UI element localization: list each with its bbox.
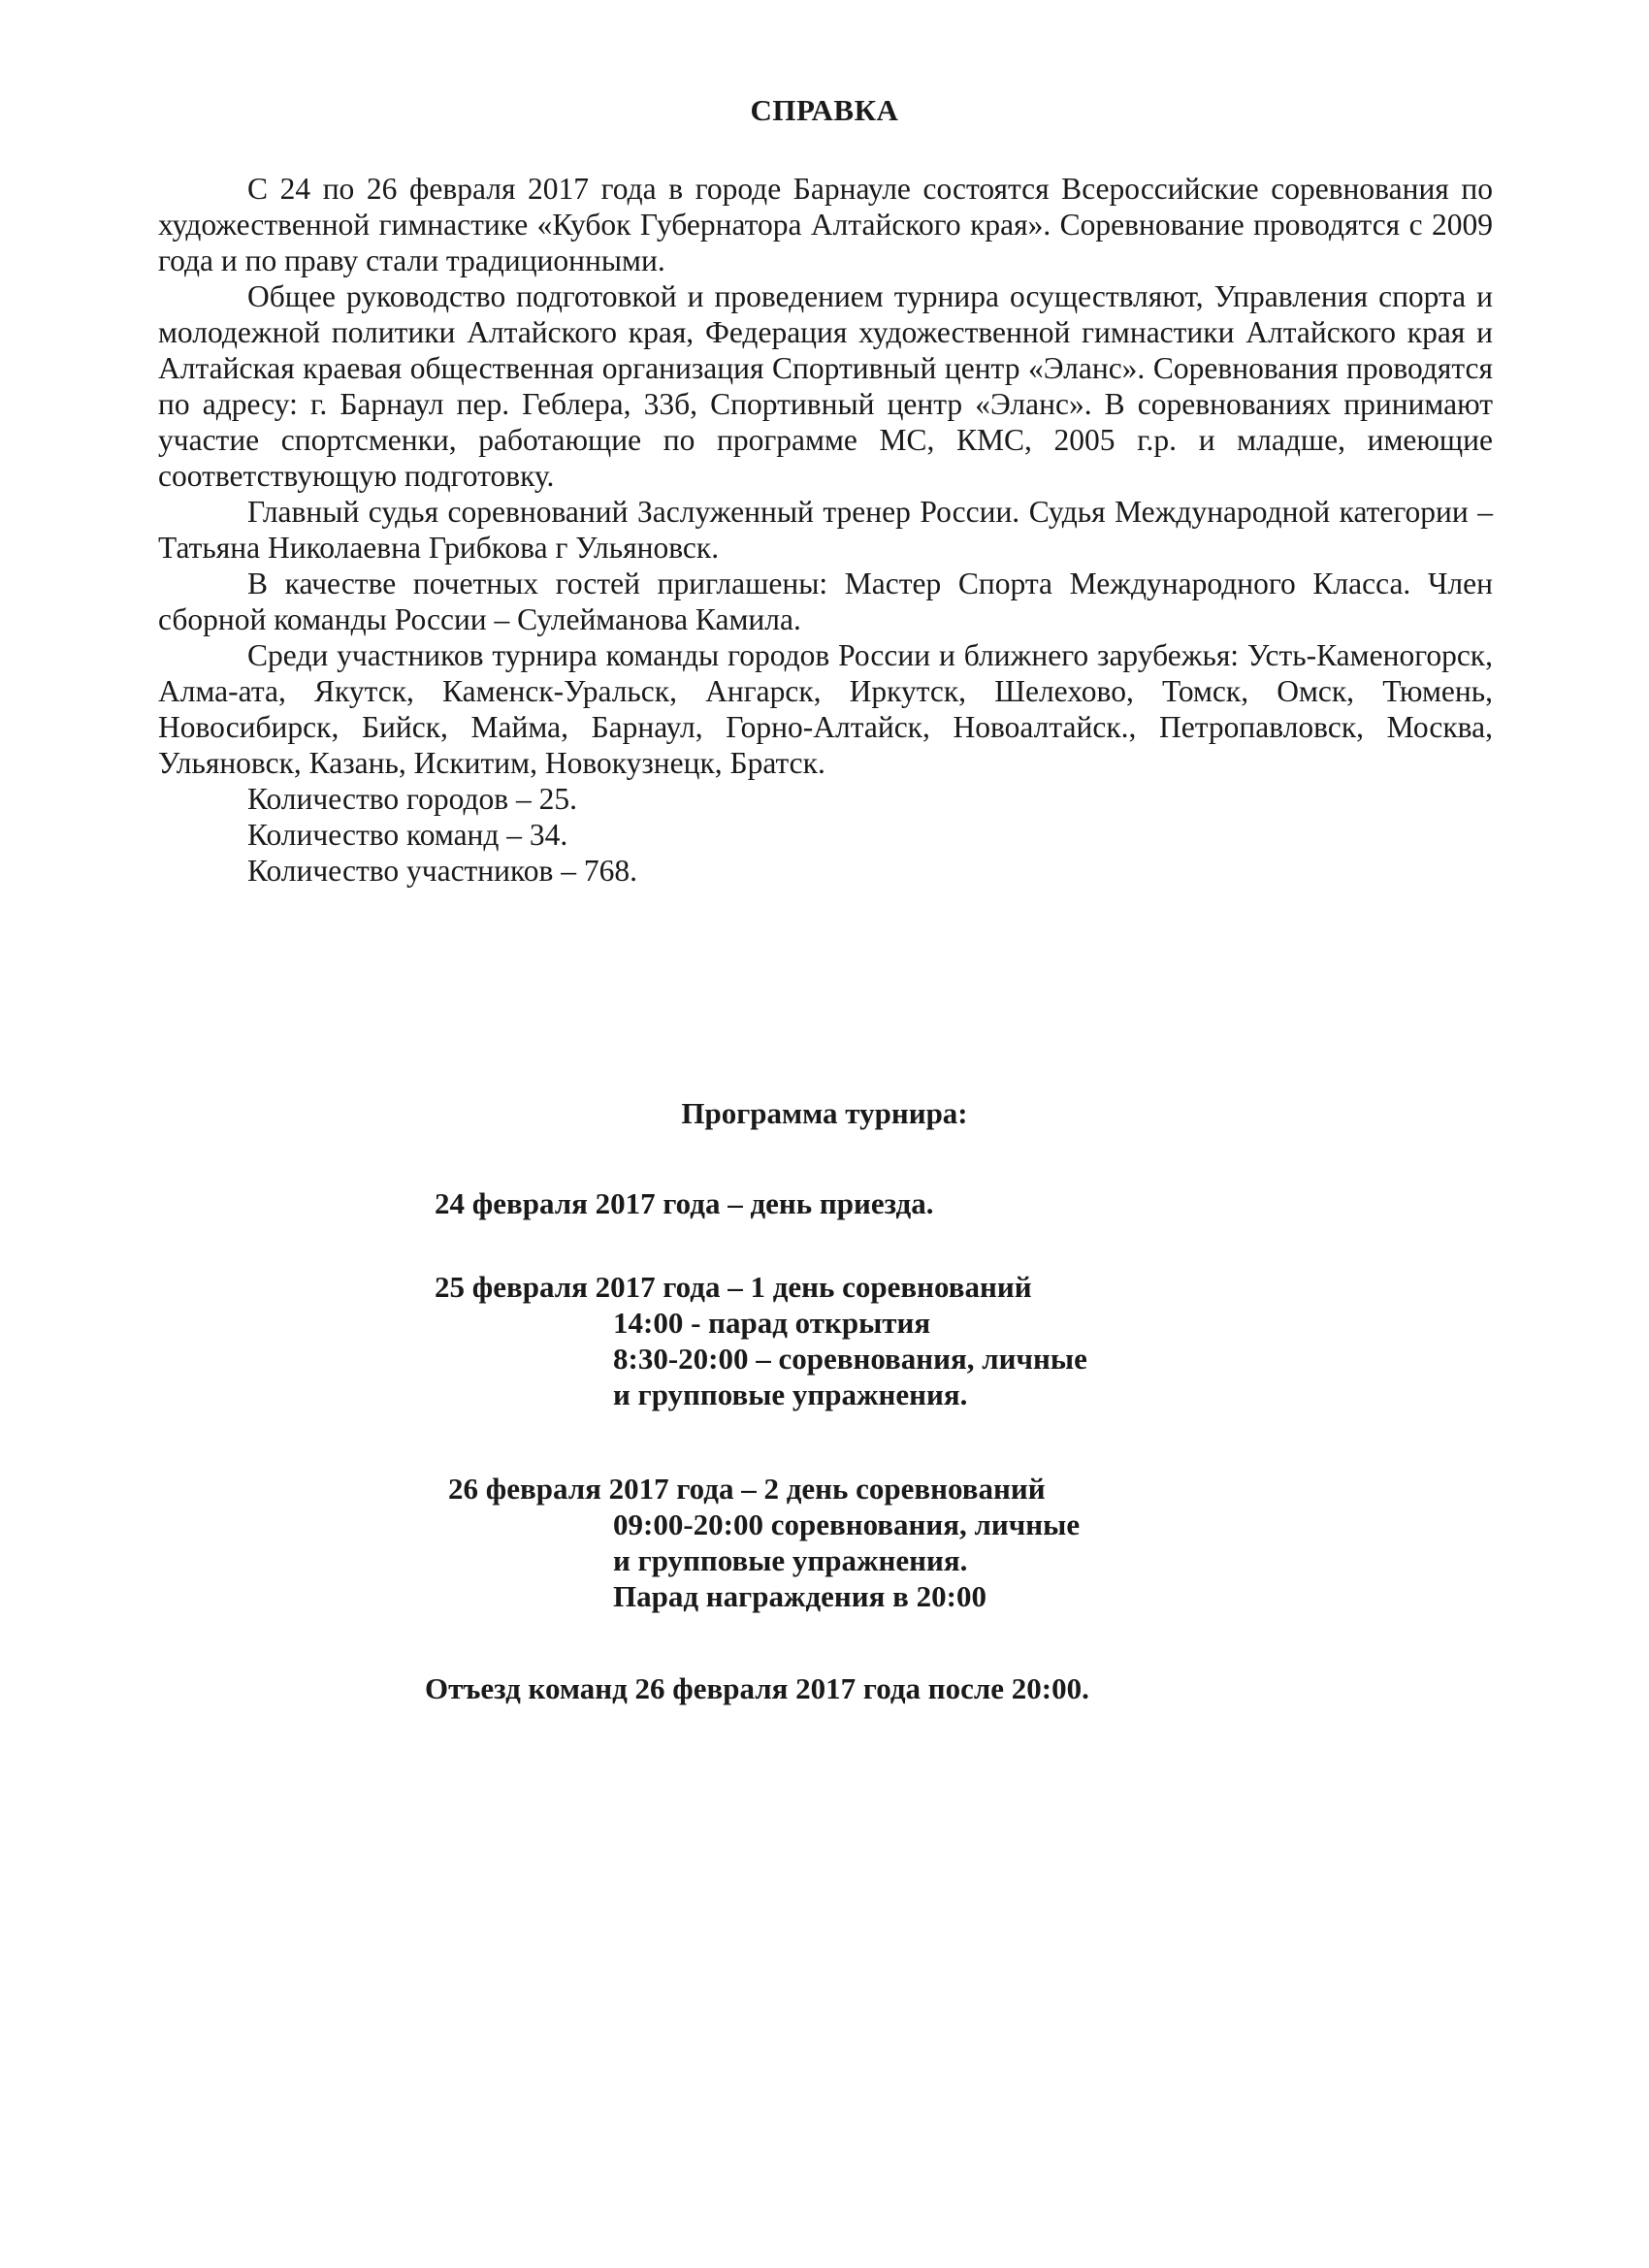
schedule-day2-line: и групповые упражнения. — [613, 1377, 968, 1411]
program-title: Программа турнира: — [681, 1096, 968, 1130]
stat-participants: Количество участников – 768. — [247, 854, 637, 888]
paragraph-chief-judge: Главный судья соревнований Заслуженный тренер России. Судья Международной категории – Татьяна Николаевна Грибкова г Ульяновск. — [158, 495, 1493, 565]
paragraph-participants: Среди участников турнира команды городов России и ближнего зарубежья: Усть-Каменогорск, Алма-ата, Якутск, Каменск-Уральск, Ангарск, Иркутск, Шелехово, Томск, Омск, Тюмень, Новосибирск, Бийск, Майма, Барнаул, Горно-Алтайск, Новоалтайск., Петропавловск, Москва, Ульяновск, Казань, Искитим, Новокузнецк, Братск. — [158, 638, 1493, 780]
paragraph-intro: С 24 по 26 февраля 2017 года в городе Барнауле состоятся Всероссийские соревнования по художественной гимнастике «Кубок Губернатора Алтайского края». Соревнование проводятся с 2009 года и по праву стали традиционными. — [158, 172, 1493, 277]
document-title: СПРАВКА — [750, 93, 899, 127]
schedule-day3-line: 09:00-20:00 соревнования, личные — [613, 1507, 1081, 1541]
schedule-day3-line: Парад награждения в 20:00 — [613, 1579, 986, 1613]
paragraph-guests: В качестве почетных гостей приглашены: Мастер Спорта Международного Класса. Член сборной команды России – Сулейманова Камила. — [158, 567, 1493, 636]
schedule-day2 — [435, 1269, 1087, 1412]
schedule-day2-line: 14:00 - парад открытия — [613, 1306, 931, 1340]
schedule-day2-heading: 25 февраля 2017 года – 1 день соревнований — [435, 1270, 1032, 1304]
schedule-day3-line: и групповые упражнения. — [613, 1543, 968, 1577]
schedule-day3 — [448, 1471, 1080, 1614]
stat-teams: Количество команд – 34. — [247, 818, 568, 852]
schedule-day3-heading: 26 февраля 2017 года – 2 день соревнований — [448, 1472, 1046, 1506]
paragraph-organizers: Общее руководство подготовкой и проведением турнира осуществляют, Управления спорта и молодежной политики Алтайского края, Федерация художественной гимнастики Алтайского края и Алтайская краевая общественная организация Спортивный центр «Эланс». Соревнования проводятся по адресу: г. Барнаул пер. Геблера, 33б, Спортивный центр «Эланс». В соревнованиях принимают участие спортсменки, работающие по программе МС, КМС, 2005 г.р. и младше, имеющие соответствующую подготовку. — [158, 279, 1493, 493]
schedule-day1: 24 февраля 2017 года – день приезда. — [435, 1186, 934, 1220]
document-body — [158, 171, 1493, 889]
schedule-departure: Отъезд команд 26 февраля 2017 года после 20:00. — [425, 1671, 1089, 1705]
schedule-day2-line: 8:30-20:00 – соревнования, личные — [613, 1342, 1087, 1376]
stat-cities: Количество городов – 25. — [247, 782, 577, 816]
